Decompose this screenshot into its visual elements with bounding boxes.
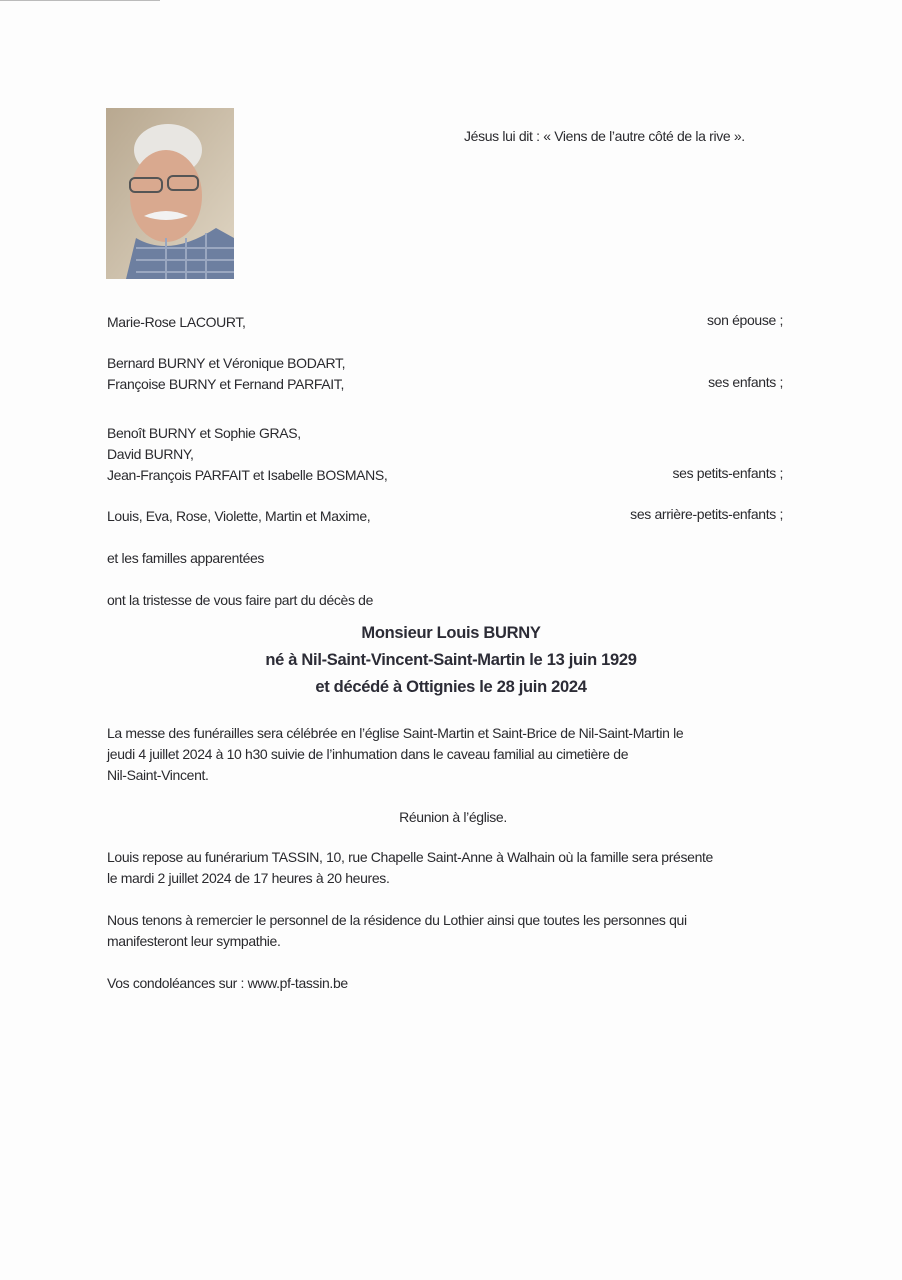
deceased-heading: [0, 620, 902, 701]
families-line: et les familles apparentées: [107, 550, 265, 566]
deceased-birth: né à Nil-Saint-Vincent-Saint-Martin le 13 juin 1929: [265, 651, 637, 669]
announce-line: ont la tristesse de vous faire part du décès de: [107, 592, 374, 608]
family-name: David BURNY,: [107, 446, 194, 462]
family-group-grandchildren: [107, 423, 783, 506]
portrait-photo: [106, 108, 234, 279]
visitation-paragraph: [107, 847, 713, 889]
deceased-name: Monsieur Louis BURNY: [361, 624, 541, 642]
meeting-line: Réunion à l’église.: [399, 809, 507, 825]
thanks-line: manifesteront leur sympathie.: [107, 933, 281, 949]
family-name: Marie-Rose LACOURT,: [107, 314, 246, 330]
family-name: Bernard BURNY et Véronique BODART,: [107, 355, 346, 371]
family-group-spouse: [107, 312, 783, 353]
family-relation: ses petits-enfants ;: [672, 465, 783, 481]
condolences-line: Vos condoléances sur : www.pf-tassin.be: [107, 975, 348, 991]
family-name: Jean-François PARFAIT et Isabelle BOSMANS,: [107, 467, 388, 483]
family-group-great-grandchildren: [107, 506, 783, 548]
family-name: Benoît BURNY et Sophie GRAS,: [107, 425, 301, 441]
family-relation: ses enfants ;: [708, 374, 783, 390]
visitation-line: le mardi 2 juillet 2024 de 17 heures à 20 heures.: [107, 870, 390, 886]
funeral-line: La messe des funérailles sera célébrée en l’église Saint-Martin et Saint-Brice de Nil-Saint-Martin le: [107, 725, 684, 741]
family-relation: son épouse ;: [707, 312, 783, 328]
funeral-line: Nil-Saint-Vincent.: [107, 767, 209, 783]
scan-edge: [0, 0, 160, 1]
funeral-line: jeudi 4 juillet 2024 à 10 h30 suivie de l’inhumation dans le caveau familial au cimetière de: [107, 746, 629, 762]
thanks-paragraph: [107, 910, 687, 952]
family-group-children: [107, 353, 783, 423]
family-list: [107, 312, 783, 611]
bible-quote: Jésus lui dit : « Viens de l’autre côté de la rive ».: [464, 128, 745, 144]
family-name: Françoise BURNY et Fernand PARFAIT,: [107, 376, 344, 392]
visitation-line: Louis repose au funérarium TASSIN, 10, rue Chapelle Saint-Anne à Walhain où la famille sera présente: [107, 849, 713, 865]
family-relation: ses arrière-petits-enfants ;: [630, 506, 783, 522]
deceased-death: et décédé à Ottignies le 28 juin 2024: [315, 678, 587, 696]
thanks-line: Nous tenons à remercier le personnel de la résidence du Lothier ainsi que toutes les personnes qui: [107, 912, 687, 928]
funeral-paragraph: [107, 723, 683, 786]
family-name: Louis, Eva, Rose, Violette, Martin et Maxime,: [107, 508, 371, 524]
